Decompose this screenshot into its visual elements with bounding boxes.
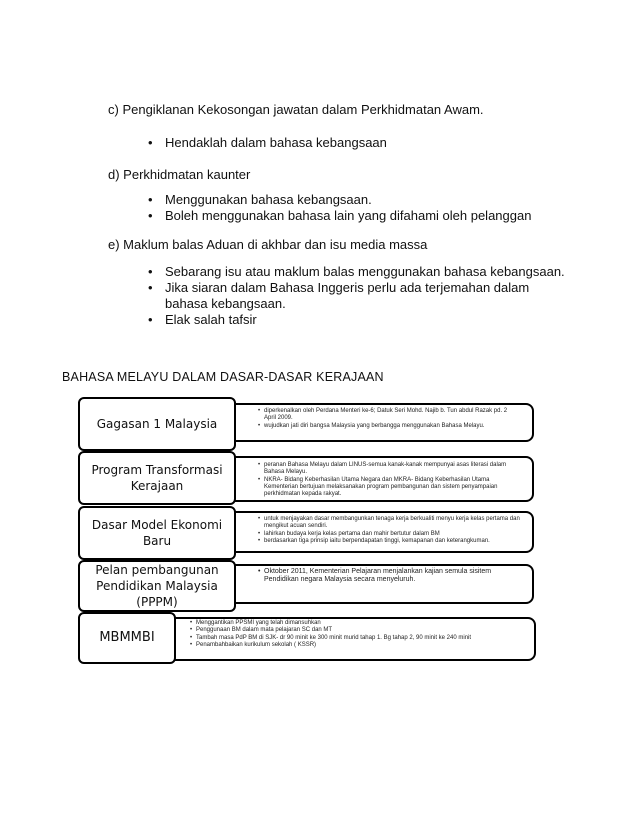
- row-5-points: [190, 620, 526, 649]
- section-d-heading: d) Perkhidmatan kaunter: [108, 167, 251, 182]
- row-2-label: Program Transformasi Kerajaan: [78, 451, 236, 505]
- list-item: • diperkenalkan oleh Perdana Menteri ke-6; Datuk Seri Mohd. Najib b. Tun abdul Razak pd. 2 April 2009.: [258, 408, 516, 423]
- list-item: • Tambah masa PdP BM di SJK- dr 90 minit ke 300 minit murid tahap 1. Bg tahap 2, 90 minit ke 240 minit: [190, 635, 526, 642]
- row-2-points: [258, 462, 514, 498]
- list-item: • Elak salah tafsir: [148, 312, 573, 328]
- diagram-title: BAHASA MELAYU DALAM DASAR-DASAR KERAJAAN: [62, 370, 384, 384]
- list-item: • wujudkan jati diri bangsa Malaysia yang berbangga menggunakan Bahasa Melayu.: [258, 423, 516, 430]
- list-item: • Hendaklah dalam bahasa kebangsaan: [148, 135, 387, 151]
- row-1-points: [258, 408, 516, 430]
- row-4-points: [258, 568, 520, 584]
- section-c-heading: c) Pengiklanan Kekosongan jawatan dalam Perkhidmatan Awam.: [108, 102, 484, 117]
- list-item: • berdasarkan tiga prinsip iaitu berpendapatan tinggi, kemapanan dan keterangkuman.: [258, 538, 520, 545]
- section-c-bullets: [148, 135, 387, 151]
- list-item: • Menggantikan PPSMI yang telah dimansuhkan: [190, 620, 526, 627]
- list-item: • Penggunaan BM dalam mata pelajaran SC dan MT: [190, 627, 526, 634]
- row-1-label: Gagasan 1 Malaysia: [78, 397, 236, 451]
- list-item: • Jika siaran dalam Bahasa Inggeris perlu ada terjemahan dalam bahasa kebangsaan.: [148, 280, 573, 312]
- row-4-label: Pelan pembangunan Pendidikan Malaysia (PPPM): [78, 560, 236, 612]
- list-item: • Boleh menggunakan bahasa lain yang difahami oleh pelanggan: [148, 208, 531, 224]
- section-d-bullets: [148, 192, 531, 224]
- list-item: • Sebarang isu atau maklum balas menggunakan bahasa kebangsaan.: [148, 264, 573, 280]
- list-item: • Oktober 2011, Kementerian Pelajaran menjalankan kajian semula sisitem Pendidikan negara Malaysia secara menyeluruh.: [258, 568, 520, 584]
- row-3-points: [258, 516, 520, 545]
- section-e-bullets: [148, 264, 573, 328]
- list-item: • untuk menjayakan dasar membangunkan tenaga kerja berkualiti menyu kerja kelas pertama dan mengikut acuan sendiri.: [258, 516, 520, 531]
- list-item: • Menggunakan bahasa kebangsaan.: [148, 192, 531, 208]
- section-e-heading: e) Maklum balas Aduan di akhbar dan isu media massa: [108, 237, 428, 252]
- list-item: • NKRA- Bidang Keberhasilan Utama Negara dan MKRA- Bidang Keberhasilan Utama Kementerian bertujuan melaksanakan program pembangunan dan sistem penyampaian perkhidmatan kepada rakyat.: [258, 477, 514, 499]
- row-3-label: Dasar Model Ekonomi Baru: [78, 506, 236, 560]
- list-item: • lahirkan budaya kerja kelas pertama dan mahir bertutur dalam BM: [258, 531, 520, 538]
- row-5-label: MBMMBI: [78, 612, 176, 664]
- list-item: • peranan Bahasa Melayu dalam LINUS-semua kanak-kanak mempunyai asas literasi dalam Bahasa Melayu.: [258, 462, 514, 477]
- list-item: • Penambahbaikan kurikulum sekolah ( KSSR): [190, 642, 526, 649]
